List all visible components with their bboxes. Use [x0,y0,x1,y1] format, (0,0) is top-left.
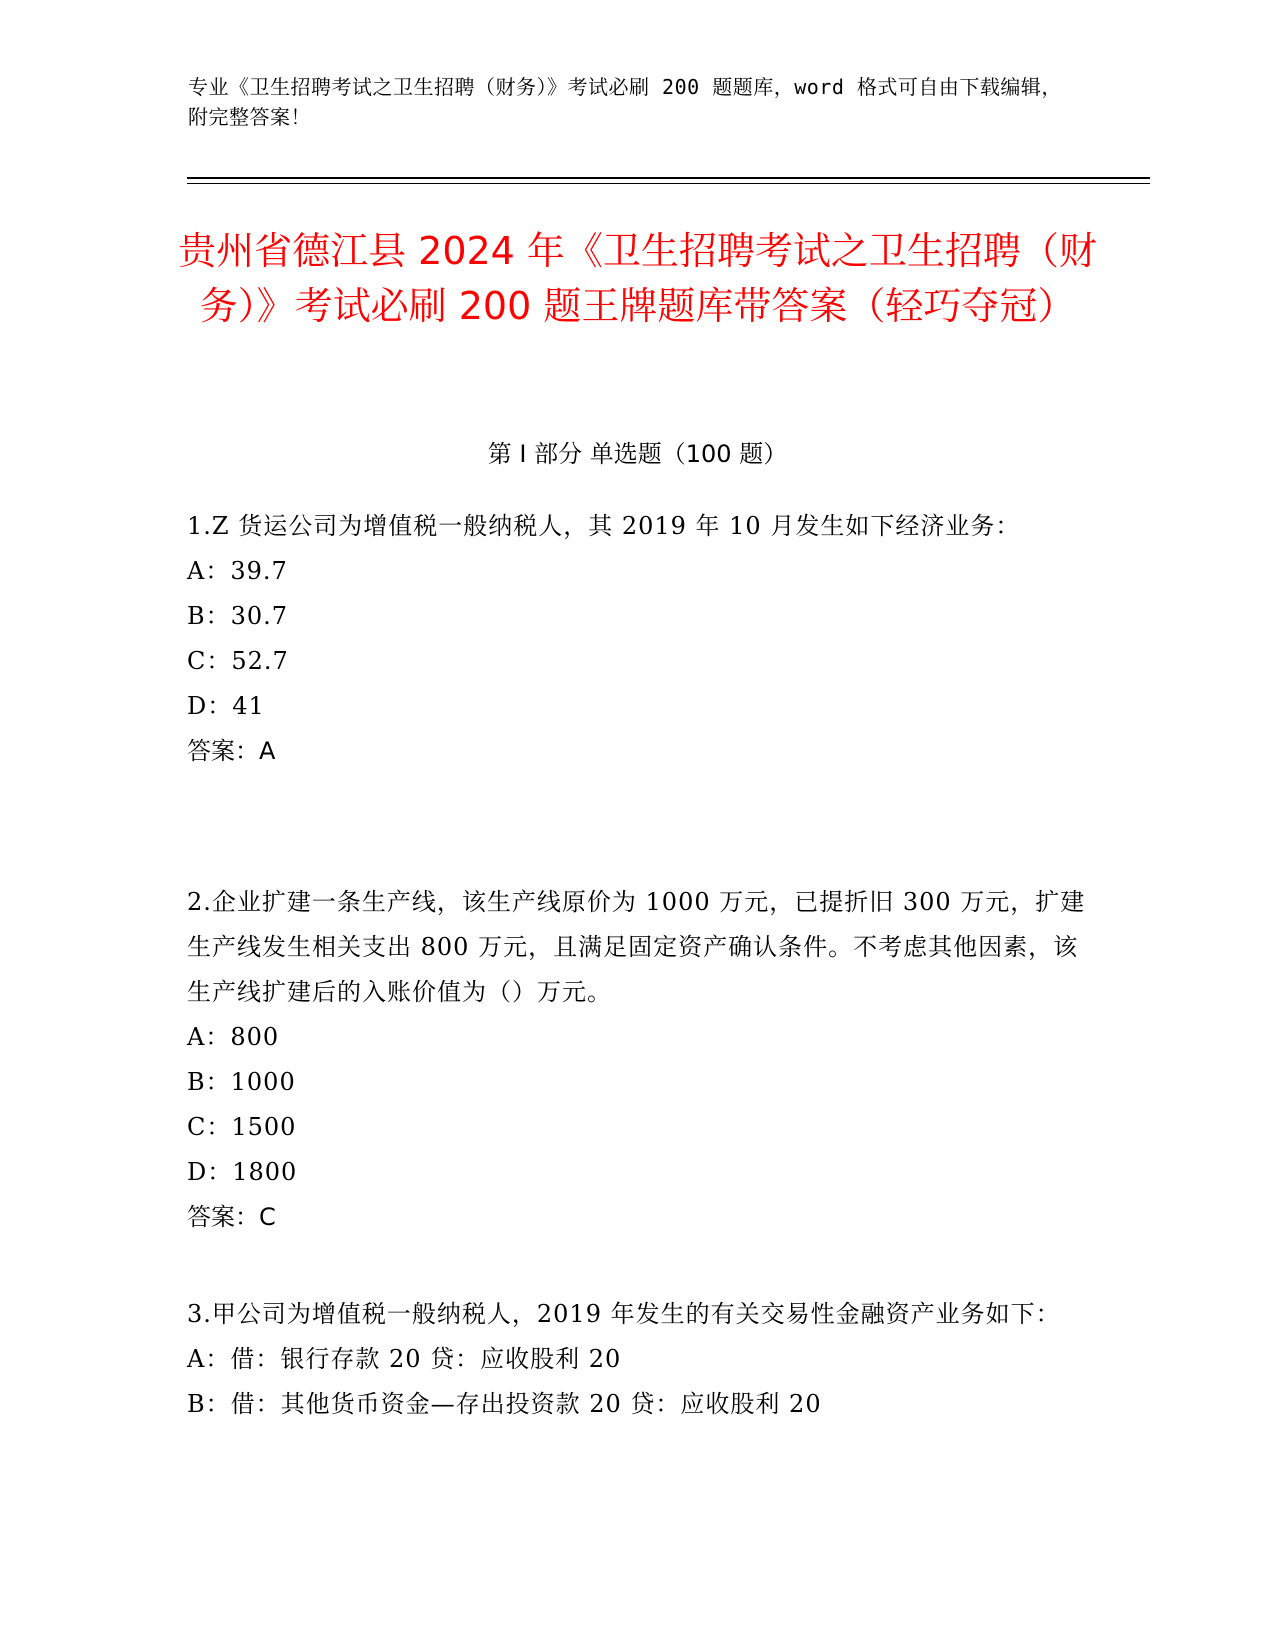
question-3 [187,1292,1087,1427]
header-rule-thin [187,183,1150,184]
option-d: D：41 [187,692,265,720]
option-c: C：52.7 [187,647,289,675]
answer: 答案：C [187,1203,276,1231]
option-b: B：借：其他货币资金—存出投资款 20 贷：应收股利 20 [187,1390,822,1418]
option-a: A：800 [187,1023,280,1051]
option-a: A：39.7 [187,557,288,585]
question-1 [187,504,1087,774]
question-2 [187,880,1087,1240]
header-rule-thick [187,177,1150,179]
answer: 答案：A [187,737,276,765]
question-text: 3.甲公司为增值税一般纳税人，2019 年发生的有关交易性金融资产业务如下： [187,1300,1061,1328]
option-a: A：借：银行存款 20 贷：应收股利 20 [187,1345,622,1373]
option-c: C：1500 [187,1113,297,1141]
document-title: 贵州省德江县 2024 年《卫生招聘考试之卫生招聘（财务）》考试必刷 200 题王牌题库带答案（轻巧夺冠） [178,229,1097,328]
question-text: 1.Z 货运公司为增值税一般纳税人，其 2019 年 10 月发生如下经济业务： [187,512,1021,540]
header-note: 专业《卫生招聘考试之卫生招聘（财务）》考试必刷 200 题题库，word 格式可自由下载编辑，附完整答案！ [188,75,1062,129]
option-d: D：1800 [187,1158,298,1186]
option-b: B：1000 [187,1068,296,1096]
option-b: B：30.7 [187,602,289,630]
question-text: 2.企业扩建一条生产线，该生产线原价为 1000 万元，已提折旧 300 万元，扩建生产线发生相关支出 800 万元，且满足固定资产确认条件。不考虑其他因素，该生产线扩建后的入账价值为（）万元。 [187,888,1086,1006]
section-heading: 第 I 部分 单选题（100 题） [487,440,788,468]
